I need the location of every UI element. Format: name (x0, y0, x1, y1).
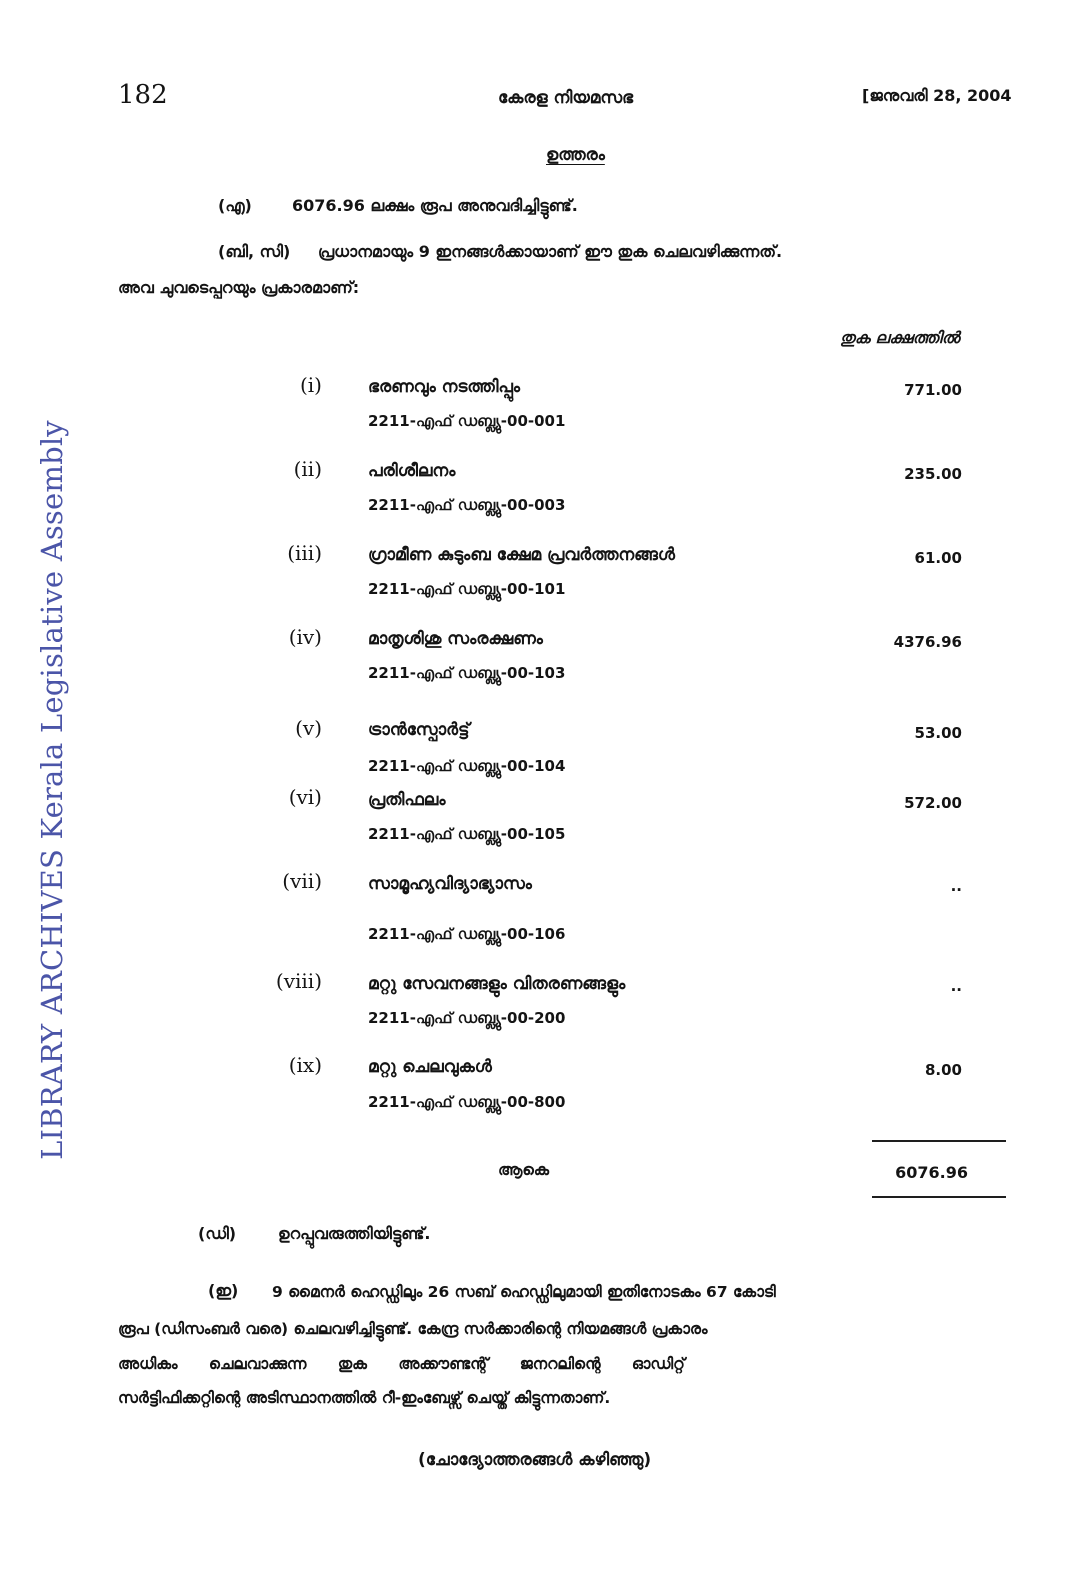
archive-watermark: LIBRARY ARCHIVES Kerala Legislative Assembly (35, 420, 69, 1160)
item-code: 2211-എഫ് ഡബ്ല്യു-00-003 (368, 496, 566, 514)
item-code: 2211-എഫ് ഡബ്ല്യു-00-101 (368, 580, 566, 598)
item-number: (ii) (293, 457, 322, 481)
para-e-line4: സർട്ടിഫിക്കറ്റിന്റെ അടിസ്ഥാനത്തിൽ റീ-ഇംബേഴ്സ് ചെയ്ത് കിട്ടുന്നതാണ്. (118, 1389, 611, 1407)
item-number: (iii) (287, 541, 322, 565)
para-e-line1: 9 മൈനർ ഹെഡ്ഡിലും 26 സബ് ഹെഡ്ഡിലുമായി ഇതിനോടകം 67 കോടി (272, 1283, 776, 1301)
closing-note: (ചോദ്യോത്തരങ്ങൾ കഴിഞ്ഞു) (418, 1450, 652, 1470)
item-number: (vii) (282, 869, 322, 893)
header-date: [ജനുവരി 28, 2004 (862, 86, 1012, 105)
item-code: 2211-എഫ് ഡബ്ല്യു-00-104 (368, 757, 566, 775)
item-amount: 771.00 (904, 381, 962, 399)
item-amount: 4376.96 (893, 633, 962, 651)
item-code: 2211-എഫ് ഡബ്ല്യു-00-105 (368, 825, 566, 843)
para-e-label: (ഇ) (208, 1281, 239, 1300)
answer-heading: ഉത്തരം (546, 145, 605, 165)
item-code: 2211-എഫ് ഡബ്ല്യു-00-200 (368, 1009, 566, 1027)
para-bc-line2: അവ ചുവടെപ്പറയും പ്രകാരമാണ്: (118, 278, 360, 297)
para-a-label: (എ) (218, 196, 252, 215)
total-rule-bottom (872, 1196, 1006, 1198)
item-name: സാമൂഹ്യവിദ്യാഭ്യാസം (368, 874, 532, 894)
header-title: കേരള നിയമസഭ (498, 88, 634, 108)
item-name: മറ്റു സേവനങ്ങളും വിതരണങ്ങളും (368, 974, 626, 994)
item-name: പ്രതിഫലം (368, 790, 446, 810)
item-code: 2211-എഫ് ഡബ്ല്യു-00-103 (368, 664, 566, 682)
item-name: മാതൃശിശു സംരക്ഷണം (368, 629, 543, 649)
item-code: 2211-എഫ് ഡബ്ല്യു-00-106 (368, 925, 566, 943)
item-amount: 61.00 (914, 549, 962, 567)
item-number: (vi) (288, 785, 322, 809)
para-bc-line1: പ്രധാനമായും 9 ഇനങ്ങൾക്കായാണ് ഈ തുക ചെലവഴിക്കുന്നത്. (318, 242, 783, 261)
item-amount: .. (950, 877, 962, 895)
para-e-line2: രൂപ (ഡിസംബർ വരെ) ചെലവഴിച്ചിട്ടുണ്ട്. കേന്ദ്ര സർക്കാരിന്റെ നിയമങ്ങൾ പ്രകാരം (118, 1320, 708, 1338)
total-label: ആകെ (498, 1160, 550, 1179)
item-number: (viii) (275, 969, 322, 993)
para-e-line3: അധികം ചെലവാക്കുന്ന തുക അക്കൗണ്ടന്റ് ജനറലിന്റെ ഓഡിറ്റ് (118, 1355, 685, 1373)
para-d-label: (ഡി) (198, 1224, 237, 1243)
item-amount: 572.00 (904, 794, 962, 812)
para-a-text: 6076.96 ലക്ഷം രൂപ അനുവദിച്ചിട്ടുണ്ട്. (292, 196, 578, 215)
item-number: (v) (295, 716, 322, 740)
item-name: ഗ്രാമീണ കുടുംബ ക്ഷേമ പ്രവർത്തനങ്ങൾ (368, 545, 675, 565)
para-bc-label: (ബി, സി) (218, 242, 291, 261)
item-name: ഭരണവും നടത്തിപ്പും (368, 377, 521, 397)
item-number: (iv) (288, 625, 322, 649)
item-name: മറ്റു ചെലവുകൾ (368, 1057, 492, 1077)
item-number: (ix) (288, 1053, 322, 1077)
item-code: 2211-എഫ് ഡബ്ല്യു-00-800 (368, 1093, 566, 1111)
item-amount: 235.00 (904, 465, 962, 483)
page-number: 182 (118, 80, 168, 110)
item-number: (i) (299, 373, 322, 397)
item-name: ട്രാൻസ്പോർട്ട് (368, 720, 470, 740)
total-rule-top (872, 1140, 1006, 1142)
item-name: പരിശീലനം (368, 461, 456, 481)
item-code: 2211-എഫ് ഡബ്ല്യു-00-001 (368, 412, 566, 430)
para-d-text: ഉറപ്പുവരുത്തിയിട്ടുണ്ട്. (278, 1224, 431, 1243)
amount-column-heading: തുക ലക്ഷത്തിൽ (840, 328, 960, 347)
item-amount: 8.00 (924, 1061, 962, 1079)
item-amount: 53.00 (914, 724, 962, 742)
item-amount: .. (950, 977, 962, 995)
total-value: 6076.96 (895, 1163, 968, 1182)
